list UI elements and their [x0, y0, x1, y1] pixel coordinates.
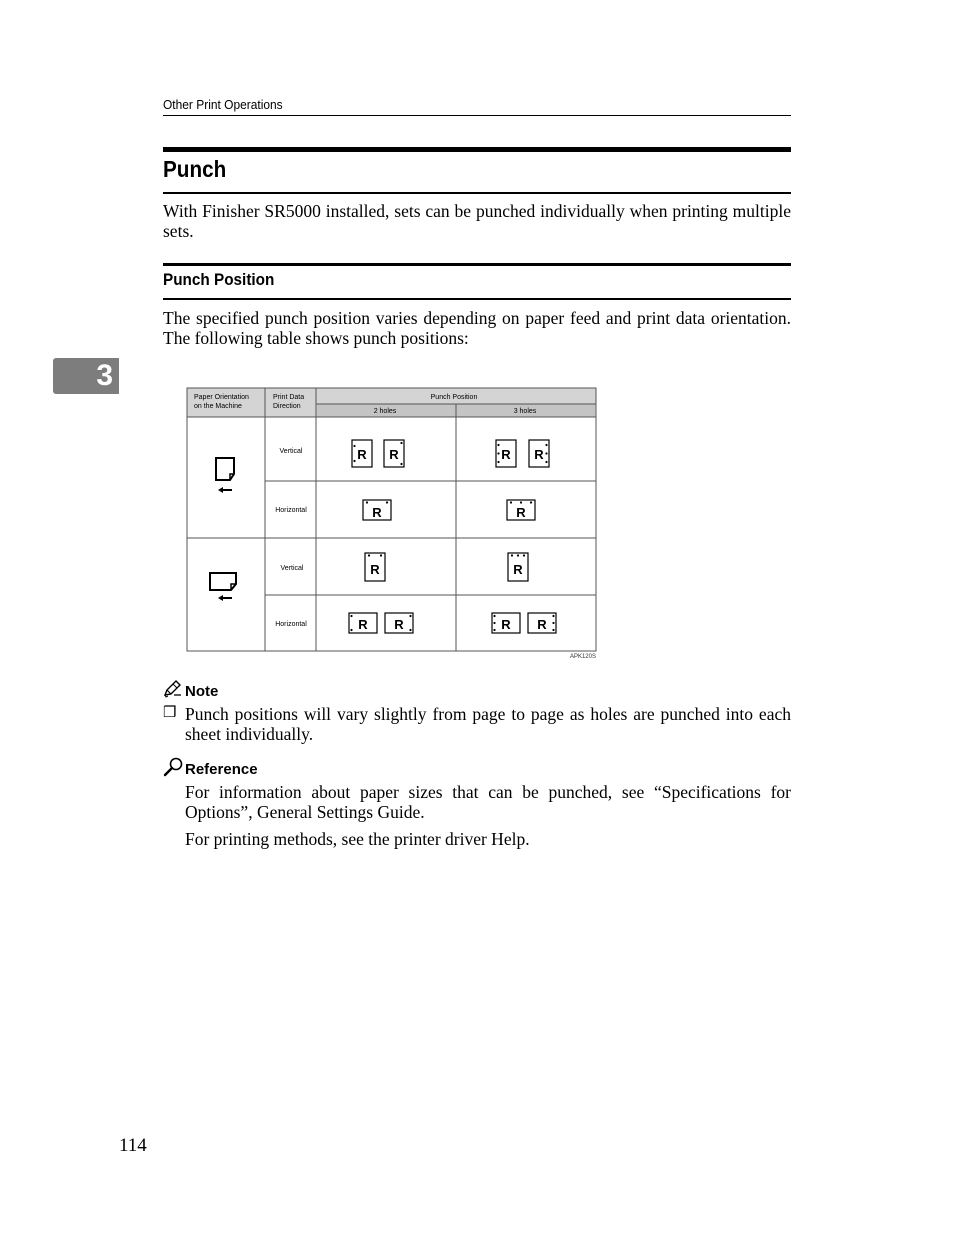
letter-r: R — [537, 617, 547, 632]
intro-paragraph: With Finisher SR5000 installed, sets can be punched individually when printing multiple sets. — [163, 201, 791, 241]
letter-r: R — [513, 562, 523, 577]
figure-id: APK120S — [569, 654, 596, 660]
section-title: Punch — [163, 156, 227, 182]
punch-diagram-3holes-vertical-b — [529, 440, 549, 467]
reference-paragraph: For printing methods, see the printer driver Help. — [185, 829, 530, 849]
letter-r: R — [357, 447, 367, 462]
note-item: Punch positions will vary slightly from page to page as holes are punched into each sheet individually. — [185, 704, 791, 744]
header-orientation-line2: on the Machine — [194, 403, 242, 410]
punch-diagram-3holes-vertical-a — [496, 440, 516, 467]
reference-paragraph: For information about paper sizes that can be punched, see “Specifications for Options”, General Settings Guide. — [185, 782, 791, 822]
chapter-tab — [53, 358, 119, 394]
section-top-rule — [163, 147, 791, 152]
punch-diagram-2holes-landscape-vertical — [365, 553, 385, 581]
subsection-bottom-rule — [163, 298, 791, 300]
header-punch-position: Punch Position — [430, 394, 478, 401]
header-direction-line2: Direction — [273, 403, 301, 410]
subsection-title: Punch Position — [163, 270, 275, 289]
punch-diagram-3holes-landscape-horizontal-b — [528, 613, 556, 633]
header-rule — [163, 115, 791, 116]
punch-diagram-3holes-horizontal — [507, 500, 535, 520]
letter-r: R — [372, 505, 382, 520]
subsection-top-rule — [163, 263, 791, 266]
letter-r: R — [358, 617, 368, 632]
letter-r: R — [516, 505, 526, 520]
header-3-holes: 3 holes — [513, 408, 537, 415]
direction-label: Horizontal — [275, 507, 307, 514]
checkbox-bullet-icon: ❒ — [163, 705, 177, 721]
reference-label: Reference — [185, 761, 258, 778]
page-number: 114 — [119, 1135, 147, 1156]
punch-diagram-3holes-landscape-vertical — [508, 553, 528, 581]
landscape-paper-icon — [210, 573, 236, 601]
letter-r: R — [501, 447, 511, 462]
portrait-paper-icon — [216, 458, 234, 493]
punch-diagram-2holes-landscape-horizontal-b — [385, 613, 413, 633]
section-bottom-rule — [163, 192, 791, 194]
punch-diagram-3holes-landscape-horizontal-a — [492, 613, 520, 633]
letter-r: R — [394, 617, 404, 632]
direction-label: Horizontal — [275, 621, 307, 628]
direction-label: Vertical — [280, 565, 304, 572]
punch-diagram-2holes-landscape-horizontal-a — [349, 613, 377, 633]
header-2-holes: 2 holes — [373, 408, 397, 415]
running-header: Other Print Operations — [163, 97, 283, 112]
pencil-icon — [163, 680, 183, 698]
punch-diagram-2holes-vertical-b — [384, 440, 404, 467]
header-orientation-line1: Paper Orientation — [194, 394, 249, 401]
punch-diagram-2holes-vertical-a — [352, 440, 372, 467]
punch-diagram-2holes-horizontal — [363, 500, 391, 520]
punch-position-table — [186, 387, 597, 662]
description-paragraph: The specified punch position varies depending on paper feed and print data orientation. The following table shows punch positions: — [163, 308, 791, 348]
header-direction-line1: Print Data — [273, 394, 305, 401]
letter-r: R — [501, 617, 511, 632]
note-label: Note — [185, 683, 219, 700]
chapter-number: 3 — [96, 359, 113, 392]
magnifier-icon — [163, 757, 185, 777]
direction-label: Vertical — [279, 448, 303, 455]
letter-r: R — [370, 562, 380, 577]
letter-r: R — [389, 447, 399, 462]
letter-r: R — [534, 447, 544, 462]
